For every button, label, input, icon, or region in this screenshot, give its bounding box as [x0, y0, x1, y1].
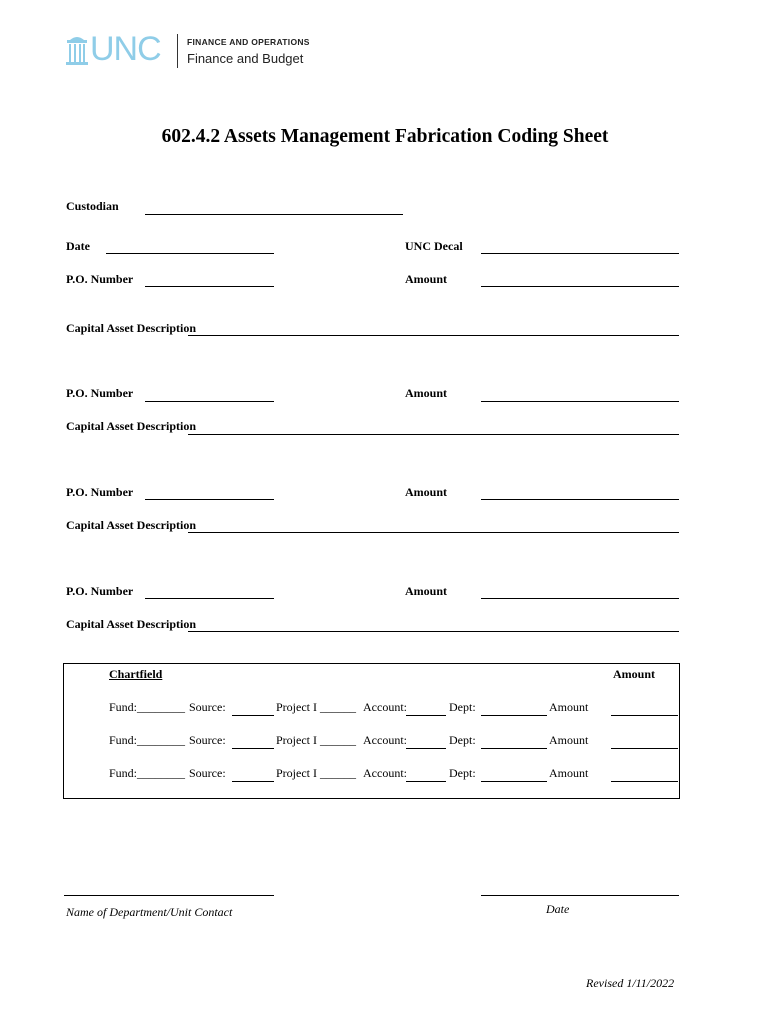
- page-title: 602.4.2 Assets Management Fabrication Coding Sheet: [161, 126, 609, 147]
- amount-label: Amount: [405, 272, 448, 286]
- capital-asset-description-field[interactable]: [188, 335, 679, 336]
- po-number-field[interactable]: [145, 499, 274, 500]
- dept-label: Dept:: [449, 700, 476, 714]
- custodian-label: Custodian: [66, 199, 119, 213]
- source-label: Source:: [189, 766, 226, 780]
- source-label: Source:: [189, 733, 226, 747]
- fund-field[interactable]: Fund:________: [109, 733, 186, 747]
- capital-asset-description-field[interactable]: [188, 434, 679, 435]
- amount-field[interactable]: [481, 499, 679, 500]
- amount-field[interactable]: [481, 598, 679, 599]
- capital-asset-description-label: Capital Asset Description: [66, 518, 196, 532]
- amount-field[interactable]: [481, 401, 679, 402]
- amount-field[interactable]: [611, 715, 678, 716]
- amount-field[interactable]: [481, 286, 679, 287]
- po-number-field[interactable]: [145, 286, 274, 287]
- capital-asset-description-label: Capital Asset Description: [66, 617, 196, 631]
- po-number-label: P.O. Number: [66, 386, 134, 400]
- po-number-label: P.O. Number: [66, 584, 134, 598]
- amount-label: Amount: [405, 485, 448, 499]
- amount-label: Amount: [405, 584, 448, 598]
- po-number-field[interactable]: [145, 598, 274, 599]
- project-field[interactable]: Project I ______: [276, 733, 356, 747]
- account-field[interactable]: [406, 748, 446, 749]
- unc-decal-field[interactable]: [481, 253, 679, 254]
- amount-label: Amount: [549, 733, 589, 747]
- capital-asset-description-field[interactable]: [188, 532, 679, 533]
- org-line2: Finance and Budget: [187, 51, 304, 66]
- amount-field[interactable]: [611, 781, 678, 782]
- date-label: Date: [66, 239, 90, 253]
- po-number-label: P.O. Number: [66, 485, 134, 499]
- unc-decal-label: UNC Decal: [405, 239, 463, 253]
- dept-field[interactable]: [481, 748, 547, 749]
- date-signature-line[interactable]: [481, 895, 679, 896]
- fund-field[interactable]: Fund:________: [109, 766, 186, 780]
- chartfield-amount-heading: Amount: [613, 667, 656, 681]
- capital-asset-description-field[interactable]: [188, 631, 679, 632]
- amount-label: Amount: [549, 700, 589, 714]
- chartfield-heading: Chartfield: [109, 667, 163, 681]
- logo-text: UNC: [90, 30, 161, 68]
- dept-field[interactable]: [481, 715, 547, 716]
- project-field[interactable]: Project I ______: [276, 700, 356, 714]
- capital-asset-description-label: Capital Asset Description: [66, 419, 196, 433]
- dept-field[interactable]: [481, 781, 547, 782]
- account-field[interactable]: [406, 715, 446, 716]
- capital-asset-description-label: Capital Asset Description: [66, 321, 196, 335]
- source-field[interactable]: [232, 781, 274, 782]
- amount-label: Amount: [549, 766, 589, 780]
- account-field[interactable]: [406, 781, 446, 782]
- project-field[interactable]: Project I ______: [276, 766, 356, 780]
- source-label: Source:: [189, 700, 226, 714]
- contact-signature-line[interactable]: [64, 895, 274, 896]
- dept-label: Dept:: [449, 766, 476, 780]
- custodian-field[interactable]: [145, 214, 403, 215]
- account-label: Account:: [363, 766, 407, 780]
- amount-label: Amount: [405, 386, 448, 400]
- po-number-label: P.O. Number: [66, 272, 134, 286]
- signature-date-label: Date: [546, 902, 570, 916]
- dept-label: Dept:: [449, 733, 476, 747]
- contact-label: Name of Department/Unit Contact: [66, 905, 233, 919]
- logo-divider: [177, 34, 178, 68]
- org-line1: FINANCE AND OPERATIONS: [187, 37, 310, 47]
- amount-field[interactable]: [611, 748, 678, 749]
- revised-date: Revised 1/11/2022: [586, 976, 675, 990]
- old-well-logo-icon: [66, 36, 88, 66]
- source-field[interactable]: [232, 715, 274, 716]
- po-number-field[interactable]: [145, 401, 274, 402]
- account-label: Account:: [363, 733, 407, 747]
- account-label: Account:: [363, 700, 407, 714]
- source-field[interactable]: [232, 748, 274, 749]
- date-field[interactable]: [106, 253, 274, 254]
- fund-field[interactable]: Fund:________: [109, 700, 186, 714]
